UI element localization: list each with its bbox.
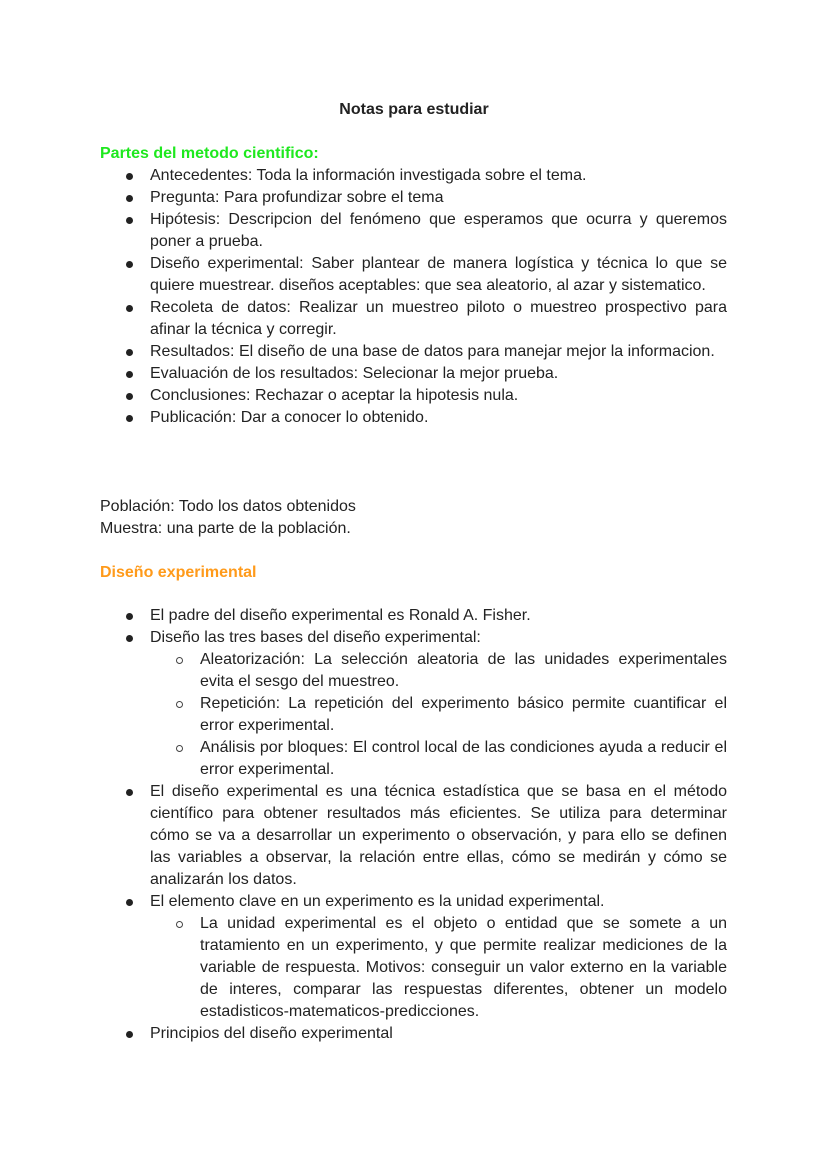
list-item: El diseño experimental es una técnica estadística que se basa en el método científico para obtener resultados más eficientes. Se utiliza para determinar cómo se va a desarrollar un experimento o observación, y para ello se definen las variables a observar, la relación entre ellas, cómo se medirán y cómo se analizarán los datos. bbox=[150, 781, 727, 891]
list-item: Conclusiones: Rechazar o aceptar la hipotesis nula. bbox=[150, 385, 727, 407]
list-item: Principios del diseño experimental bbox=[150, 1023, 727, 1045]
list-item: Antecedentes: Toda la información investigada sobre el tema. bbox=[150, 165, 727, 187]
sub-list-item: La unidad experimental es el objeto o entidad que se somete a un tratamiento en un experimento, y que permite realizar mediciones de la variable de respuesta. Motivos: conseguir un valor externo en la variable de interes, comparar las respuestas diferentes, obtener un modelo estadisticos-matematicos-predicciones. bbox=[200, 913, 727, 1023]
list-item: Recoleta de datos: Realizar un muestreo piloto o muestreo prospectivo para afinar la técnica y corregir. bbox=[150, 297, 727, 341]
definition-poblacion: Población: Todo los datos obtenidos bbox=[100, 498, 356, 515]
sub-list-item: Análisis por bloques: El control local de las condiciones ayuda a reducir el error experimental. bbox=[200, 737, 727, 781]
sub-list-item: Repetición: La repetición del experimento básico permite cuantificar el error experimental. bbox=[200, 693, 727, 737]
list-item: Pregunta: Para profundizar sobre el tema bbox=[150, 187, 727, 209]
list-item: Hipótesis: Descripcion del fenómeno que esperamos que ocurra y queremos poner a prueba. bbox=[150, 209, 727, 253]
list-item: Publicación: Dar a conocer lo obtenido. bbox=[150, 407, 727, 429]
sub-list-item: Aleatorización: La selección aleatoria de las unidades experimentales evita el sesgo del muestreo. bbox=[200, 649, 727, 693]
list-item: Resultados: El diseño de una base de datos para manejar mejor la informacion. bbox=[150, 341, 727, 363]
list-item: Diseño las tres bases del diseño experimental: bbox=[150, 627, 727, 649]
list-item: El padre del diseño experimental es Ronald A. Fisher. bbox=[150, 605, 727, 627]
list-item: El elemento clave en un experimento es la unidad experimental. bbox=[150, 891, 727, 913]
diseno-experimental-list bbox=[150, 605, 727, 1045]
list-item: Evaluación de los resultados: Selecionar la mejor prueba. bbox=[150, 363, 727, 385]
section-heading-metodo-cientifico: Partes del metodo cientifico: bbox=[100, 145, 319, 162]
list-item: Diseño experimental: Saber plantear de manera logística y técnica lo que se quiere muestrear. diseños aceptables: que sea aleatorio, al azar y sistematico. bbox=[150, 253, 727, 297]
section-heading-diseno-experimental: Diseño experimental bbox=[100, 564, 257, 581]
document-title: Notas para estudiar bbox=[339, 101, 489, 118]
metodo-cientifico-list bbox=[150, 165, 727, 429]
definition-muestra: Muestra: una parte de la población. bbox=[100, 520, 351, 537]
